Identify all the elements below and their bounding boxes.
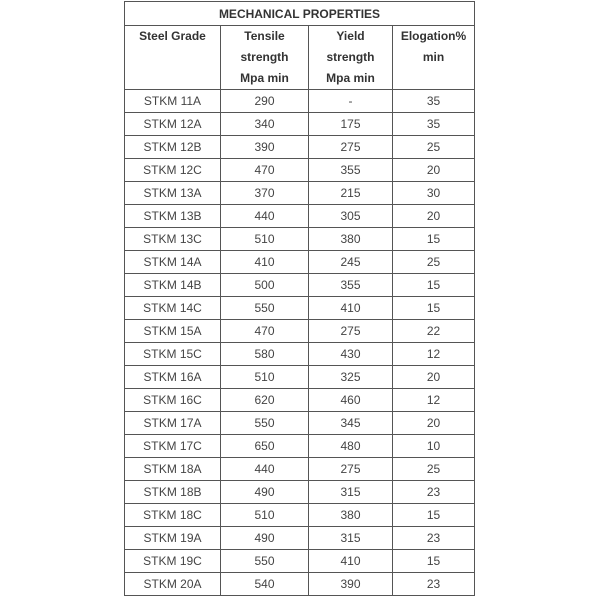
- cell-yield-strength: 245: [309, 251, 393, 274]
- cell-yield-strength: 355: [309, 159, 393, 182]
- cell-tensile-strength: 510: [221, 228, 309, 251]
- cell-tensile-strength: 470: [221, 159, 309, 182]
- cell-elongation: 35: [393, 90, 475, 113]
- cell-steel-grade: STKM 13A: [125, 182, 221, 205]
- cell-tensile-strength: 470: [221, 320, 309, 343]
- cell-yield-strength: 325: [309, 366, 393, 389]
- table-row: [125, 159, 475, 182]
- cell-yield-strength: 355: [309, 274, 393, 297]
- cell-steel-grade: STKM 11A: [125, 90, 221, 113]
- table-row: [125, 458, 475, 481]
- cell-yield-strength: 380: [309, 228, 393, 251]
- table-row: [125, 573, 475, 596]
- table-row: [125, 182, 475, 205]
- header-elongation: [393, 26, 475, 90]
- cell-tensile-strength: 440: [221, 458, 309, 481]
- table-row: [125, 113, 475, 136]
- cell-yield-strength: 305: [309, 205, 393, 228]
- cell-steel-grade: STKM 13B: [125, 205, 221, 228]
- cell-tensile-strength: 390: [221, 136, 309, 159]
- table-row: [125, 389, 475, 412]
- table-row: [125, 228, 475, 251]
- cell-steel-grade: STKM 18B: [125, 481, 221, 504]
- cell-elongation: 10: [393, 435, 475, 458]
- header-line: Tensile: [244, 29, 285, 43]
- cell-tensile-strength: 490: [221, 481, 309, 504]
- cell-steel-grade: STKM 15C: [125, 343, 221, 366]
- table-row: [125, 251, 475, 274]
- header-row: [125, 26, 475, 90]
- header-line: Yield: [336, 29, 365, 43]
- header-line: Mpa min: [240, 71, 289, 85]
- cell-tensile-strength: 620: [221, 389, 309, 412]
- cell-tensile-strength: 440: [221, 205, 309, 228]
- cell-tensile-strength: 510: [221, 504, 309, 527]
- cell-steel-grade: STKM 15A: [125, 320, 221, 343]
- title-row: [125, 2, 475, 26]
- cell-steel-grade: STKM 17C: [125, 435, 221, 458]
- cell-yield-strength: 380: [309, 504, 393, 527]
- table-row: [125, 366, 475, 389]
- cell-steel-grade: STKM 17A: [125, 412, 221, 435]
- cell-elongation: 20: [393, 412, 475, 435]
- cell-yield-strength: 480: [309, 435, 393, 458]
- table-row: [125, 435, 475, 458]
- cell-elongation: 23: [393, 481, 475, 504]
- cell-elongation: 12: [393, 389, 475, 412]
- header-line: strength: [326, 50, 375, 64]
- cell-elongation: 20: [393, 159, 475, 182]
- cell-steel-grade: STKM 19A: [125, 527, 221, 550]
- cell-steel-grade: STKM 14C: [125, 297, 221, 320]
- table-row: [125, 504, 475, 527]
- header-line: Steel Grade: [139, 29, 206, 43]
- cell-steel-grade: STKM 18C: [125, 504, 221, 527]
- header-line: min: [422, 50, 445, 64]
- cell-elongation: 25: [393, 251, 475, 274]
- cell-tensile-strength: 410: [221, 251, 309, 274]
- cell-tensile-strength: 510: [221, 366, 309, 389]
- cell-yield-strength: 175: [309, 113, 393, 136]
- cell-elongation: 23: [393, 573, 475, 596]
- table-row: [125, 205, 475, 228]
- table-row: [125, 550, 475, 573]
- cell-elongation: 23: [393, 527, 475, 550]
- cell-steel-grade: STKM 16A: [125, 366, 221, 389]
- cell-yield-strength: 345: [309, 412, 393, 435]
- cell-yield-strength: 410: [309, 297, 393, 320]
- table-row: [125, 343, 475, 366]
- cell-steel-grade: STKM 12B: [125, 136, 221, 159]
- cell-yield-strength: 315: [309, 481, 393, 504]
- cell-tensile-strength: 550: [221, 297, 309, 320]
- header-tensile-strength: [221, 26, 309, 90]
- cell-elongation: 20: [393, 366, 475, 389]
- header-steel-grade: [125, 26, 221, 90]
- cell-steel-grade: STKM 20A: [125, 573, 221, 596]
- cell-tensile-strength: 580: [221, 343, 309, 366]
- header-line: Elogation%: [400, 29, 467, 43]
- cell-steel-grade: STKM 14A: [125, 251, 221, 274]
- cell-elongation: 15: [393, 550, 475, 573]
- cell-elongation: 35: [393, 113, 475, 136]
- cell-yield-strength: 390: [309, 573, 393, 596]
- cell-elongation: 30: [393, 182, 475, 205]
- cell-steel-grade: STKM 19C: [125, 550, 221, 573]
- cell-yield-strength: 460: [309, 389, 393, 412]
- cell-steel-grade: STKM 12A: [125, 113, 221, 136]
- cell-elongation: 25: [393, 136, 475, 159]
- table-row: [125, 320, 475, 343]
- table-row: [125, 297, 475, 320]
- cell-tensile-strength: 290: [221, 90, 309, 113]
- header-line: Mpa min: [326, 71, 375, 85]
- cell-yield-strength: 315: [309, 527, 393, 550]
- table-body: [125, 90, 475, 596]
- cell-elongation: 20: [393, 205, 475, 228]
- cell-tensile-strength: 500: [221, 274, 309, 297]
- cell-steel-grade: STKM 16C: [125, 389, 221, 412]
- table-row: [125, 412, 475, 435]
- table-row: [125, 90, 475, 113]
- cell-elongation: 12: [393, 343, 475, 366]
- table-title: MECHANICAL PROPERTIES: [125, 2, 475, 26]
- cell-tensile-strength: 550: [221, 550, 309, 573]
- cell-yield-strength: 275: [309, 458, 393, 481]
- cell-yield-strength: -: [309, 90, 393, 113]
- table-row: [125, 136, 475, 159]
- cell-tensile-strength: 650: [221, 435, 309, 458]
- cell-elongation: 15: [393, 228, 475, 251]
- cell-steel-grade: STKM 12C: [125, 159, 221, 182]
- cell-elongation: 22: [393, 320, 475, 343]
- cell-tensile-strength: 370: [221, 182, 309, 205]
- cell-yield-strength: 410: [309, 550, 393, 573]
- cell-tensile-strength: 340: [221, 113, 309, 136]
- cell-tensile-strength: 490: [221, 527, 309, 550]
- cell-steel-grade: STKM 18A: [125, 458, 221, 481]
- cell-elongation: 15: [393, 297, 475, 320]
- header-line: strength: [240, 50, 289, 64]
- cell-tensile-strength: 550: [221, 412, 309, 435]
- table-row: [125, 527, 475, 550]
- cell-elongation: 15: [393, 274, 475, 297]
- cell-elongation: 15: [393, 504, 475, 527]
- mechanical-properties-table: [124, 1, 475, 596]
- cell-yield-strength: 275: [309, 320, 393, 343]
- cell-elongation: 25: [393, 458, 475, 481]
- header-yield-strength: [309, 26, 393, 90]
- cell-yield-strength: 275: [309, 136, 393, 159]
- table-row: [125, 481, 475, 504]
- cell-yield-strength: 430: [309, 343, 393, 366]
- table-row: [125, 274, 475, 297]
- cell-steel-grade: STKM 13C: [125, 228, 221, 251]
- cell-steel-grade: STKM 14B: [125, 274, 221, 297]
- cell-yield-strength: 215: [309, 182, 393, 205]
- cell-tensile-strength: 540: [221, 573, 309, 596]
